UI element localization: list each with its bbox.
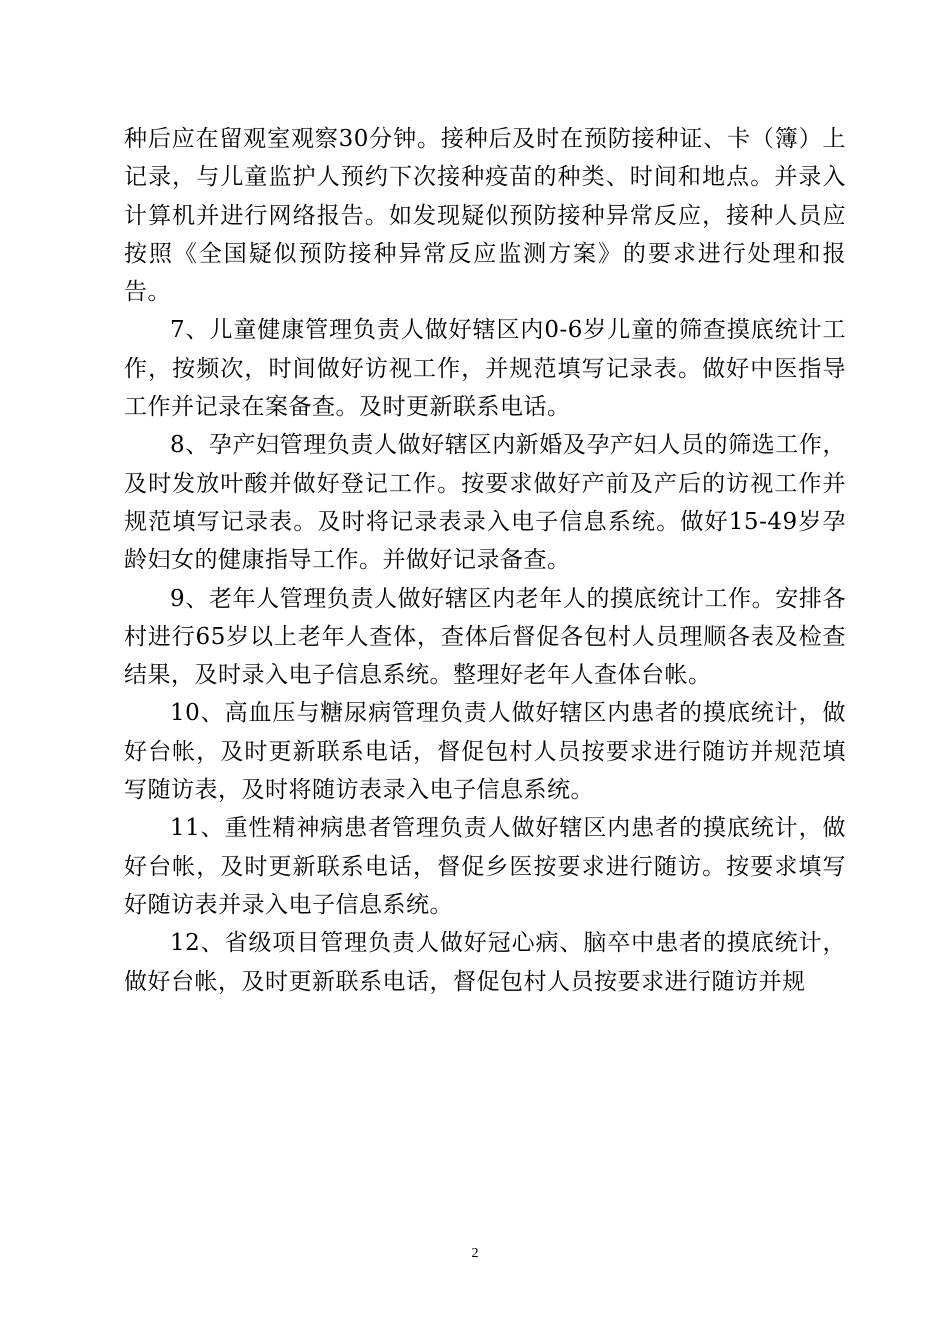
- paragraph-item-10: 10、高血压与糖尿病管理负责人做好辖区内患者的摸底统计，做好台帐，及时更新联系电话，督促包村人员按要求进行随访并规范填写随访表，及时将随访表录入电子信息系统。: [124, 700, 846, 804]
- paragraph-item-12: 12、省级项目管理负责人做好冠心病、脑卒中患者的摸底统计，做好台帐，及时更新联系电话，督促包村人员按要求进行随访并规: [124, 930, 846, 995]
- paragraph-item-7: 7、儿童健康管理负责人做好辖区内0-6岁儿童的筛查摸底统计工作，按频次，时间做好访视工作，并规范填写记录表。做好中医指导工作并记录在案备查。及时更新联系电话。: [124, 317, 846, 421]
- paragraph-item-11: 11、重性精神病患者管理负责人做好辖区内患者的摸底统计，做好台帐，及时更新联系电话，督促乡医按要求进行随访。按要求填写好随访表并录入电子信息系统。: [124, 815, 846, 918]
- paragraph-item-9: 9、老年人管理负责人做好辖区内老年人的摸底统计工作。安排各村进行65岁以上老年人查体，查体后督促各包村人员理顺各表及检查结果，及时录入电子信息系统。整理好老年人查体台帐。: [124, 585, 846, 689]
- document-body: [124, 120, 846, 1001]
- page-number: 2: [471, 1246, 479, 1261]
- paragraph-continuation: 种后应在留观室观察30分钟。接种后及时在预防接种证、卡（簿）上记录，与儿童监护人预约下次接种疫苗的种类、时间和地点。并录入计算机并进行网络报告。如发现疑似预防接种异常反应，接种人员应按照《全国疑似预防接种异常反应监测方案》的要求进行处理和报告。: [124, 126, 846, 306]
- paragraph-item-8: 8、孕产妇管理负责人做好辖区内新婚及孕产妇人员的筛选工作，及时发放叶酸并做好登记工作。按要求做好产前及产后的访视工作并规范填写记录表。及时将记录表录入电子信息系统。做好15-49岁孕龄妇女的健康指导工作。并做好记录备查。: [124, 432, 846, 574]
